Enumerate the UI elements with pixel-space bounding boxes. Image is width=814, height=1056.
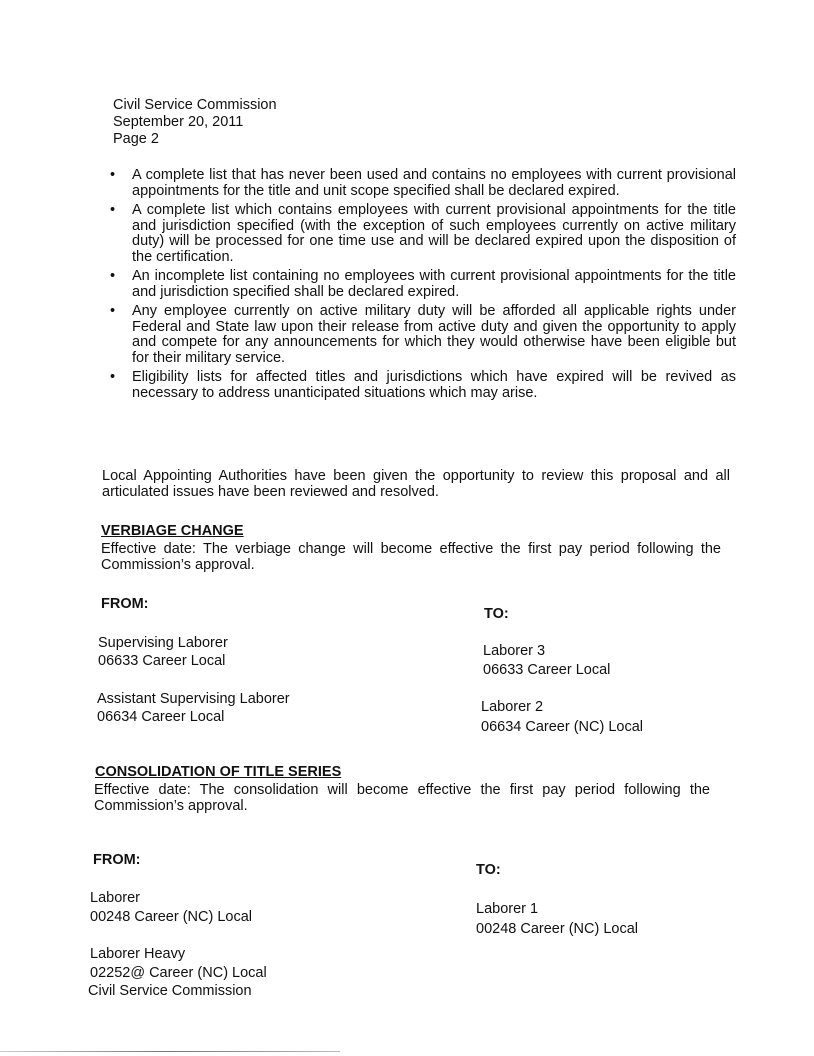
consolidation-from-entry	[90, 889, 252, 927]
policy-bullet-list	[104, 168, 736, 405]
title-code: 00248 Career (NC) Local	[476, 921, 638, 937]
verbiage-effective-text: Effective date: The verbiage change will become effective the first pay period following the Commission’s approval.	[101, 541, 721, 573]
title-name: Laborer 1	[476, 901, 539, 917]
bullet-item	[104, 168, 736, 199]
verbiage-change-title: VERBIAGE CHANGE	[101, 523, 244, 539]
letter-header	[113, 97, 277, 148]
review-paragraph: Local Appointing Authorities have been given the opportunity to review this proposal and all articulated issues have been reviewed and resolved.	[102, 468, 730, 500]
consolidation-from-label: FROM:	[93, 852, 141, 868]
bullet-icon: •	[110, 202, 116, 218]
bullet-text: A complete list which contains employees with current provisional appointments for the title and jurisdiction specified (with the exception of such employees currently on active military duty) will be processed for one time use and will be declared expired upon the disposition of the certification.	[132, 202, 736, 265]
bullet-text: An incomplete list containing no employees with current provisional appointments for the title and jurisdiction specified shall be declared expired.	[132, 268, 736, 300]
consolidation-effective-text: Effective date: The consolidation will become effective the first pay period following the Commission’s approval.	[94, 782, 710, 814]
scan-artifact-line	[0, 1051, 340, 1052]
title-code: 02252@ Career (NC) Local	[90, 965, 267, 981]
bullet-icon: •	[110, 268, 116, 284]
bullet-text: Eligibility lists for affected titles and jurisdictions which have expired will be revived as necessary to address unanticipated situations which may arise.	[132, 369, 736, 401]
bullet-item	[104, 370, 736, 401]
title-name: Assistant Supervising Laborer	[97, 691, 290, 707]
consolidation-to-entry	[476, 899, 638, 939]
header-date: September 20, 2011	[113, 114, 244, 130]
header-org: Civil Service Commission	[113, 97, 277, 113]
verbiage-to-label: TO:	[484, 606, 509, 622]
verbiage-to-entry	[483, 642, 610, 680]
bullet-item	[104, 304, 736, 366]
title-name: Laborer 3	[483, 643, 546, 659]
consolidation-to-label: TO:	[476, 862, 501, 878]
consolidation-title: CONSOLIDATION OF TITLE SERIES	[95, 764, 342, 780]
title-name: Laborer	[90, 890, 140, 906]
verbiage-to-entry	[481, 697, 643, 737]
title-code: 06633 Career Local	[98, 653, 226, 669]
bullet-icon: •	[110, 369, 116, 385]
bullet-text: A complete list that has never been used and contains no employees with current provisional appointments for the title and unit scope specified shall be declared expired.	[132, 167, 736, 199]
bullet-item	[104, 269, 736, 300]
verbiage-from-entry	[98, 634, 228, 670]
consolidation-from-entry	[90, 945, 267, 983]
title-name: Laborer 2	[481, 699, 544, 715]
title-code: 06633 Career Local	[483, 662, 611, 678]
title-name: Laborer Heavy	[90, 946, 186, 962]
header-page: Page 2	[113, 131, 159, 147]
footer-org: Civil Service Commission	[88, 983, 252, 999]
bullet-item	[104, 203, 736, 265]
title-code: 06634 Career (NC) Local	[481, 719, 643, 735]
title-name: Supervising Laborer	[98, 635, 228, 651]
title-code: 06634 Career Local	[97, 709, 225, 725]
bullet-icon: •	[110, 167, 116, 183]
title-code: 00248 Career (NC) Local	[90, 909, 252, 925]
bullet-text: Any employee currently on active military duty will be afforded all applicable rights under Federal and State law upon their release from active duty and given the opportunity to apply and compete for any announcements for which they would otherwise have been eligible but for their military service.	[132, 303, 736, 366]
bullet-icon: •	[110, 303, 116, 319]
verbiage-from-label: FROM:	[101, 596, 149, 612]
verbiage-from-entry	[97, 690, 290, 726]
